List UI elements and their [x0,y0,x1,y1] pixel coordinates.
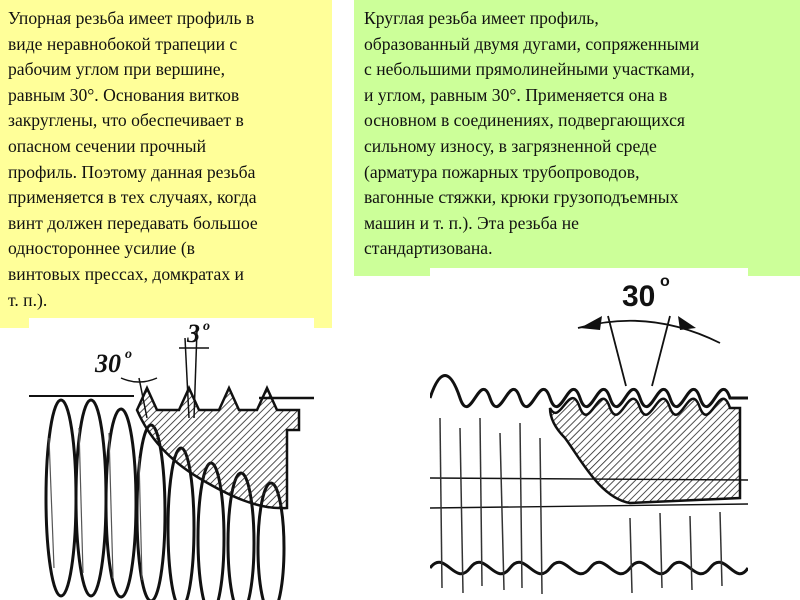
text-line: рабочим углом при вершине, [8,59,226,80]
text-line: стандартизована. [364,238,493,259]
degree-mark: o [125,347,132,362]
text-line: закруглены, что обеспечивает в [8,110,244,131]
buttress-thread-svg [29,318,314,600]
angle-3-label: 3 [187,319,200,348]
text-line: виде неравнобокой трапеции с [8,33,238,54]
text-line: сильному износу, в загрязненной среде [364,135,657,156]
text-line: одностороннее усилие (в [8,238,195,259]
text-line: и углом, равным 30°. Применяется она в [364,84,668,105]
degree-mark: o [203,319,210,334]
angle-30-label: 30 [95,349,121,378]
buttress-thread-drawing [29,318,314,600]
text-line: с небольшими прямолинейными участками, [364,59,695,80]
degree-mark: o [660,273,670,290]
text-line: винтовых прессах, домкратах и [8,263,244,284]
nut-section-hatched [550,398,740,503]
nut-section-hatched [137,388,299,508]
buttress-thread-description [0,0,332,328]
thread-profile-outline [430,376,748,407]
text-line: Упорная резьба имеет профиль в [8,8,255,28]
text-line: машин и т. п.). Эта резьба не [364,212,579,233]
angle-30-label: 30 [622,280,656,313]
text-line: вагонные стяжки, крюки грузоподъемных [364,187,679,208]
text-line: Круглая резьба имеет профиль, [364,8,599,28]
text-line: применяется в тех случаях, когда [8,187,257,208]
text-line: т. п.). [8,289,48,310]
text-line: равным 30°. Основания витков [8,84,240,105]
round-thread-svg [430,268,748,600]
text-line: профиль. Поэтому данная резьба [8,161,256,182]
text-line: винт должен передавать большое [8,212,258,233]
round-thread-drawing [430,268,748,600]
text-line: опасном сечении прочный [8,135,206,156]
round-thread-description [354,0,800,276]
text-line: образованный двумя дугами, сопряженными [364,33,700,54]
text-line: основном в соединениях, подвергающихся [364,110,685,131]
text-line: (арматура пожарных трубопроводов, [364,161,640,182]
